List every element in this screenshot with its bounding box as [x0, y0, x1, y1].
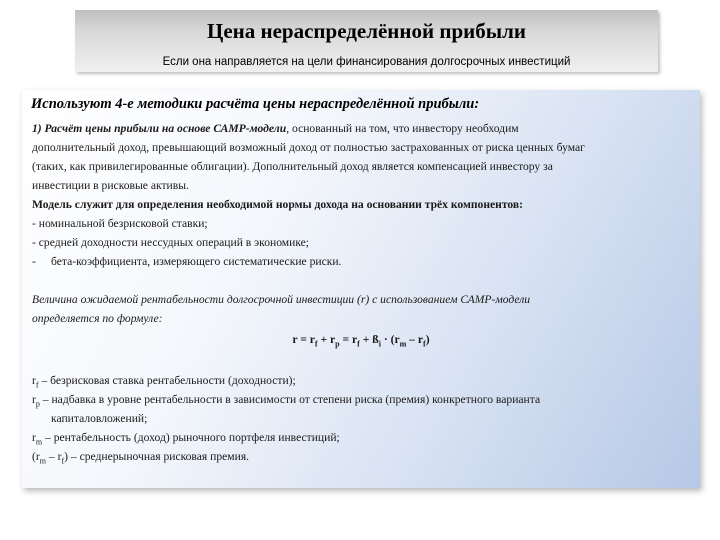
component-1: - номинальной безрисковой ставки; — [32, 217, 208, 230]
title-banner — [75, 10, 658, 72]
slide-title: Цена нераспределённой прибыли — [207, 19, 526, 43]
formula: $r = r_f + r_p = r_f$ + $ß_i \cdot (r_m - r_f)$ — [292, 333, 430, 349]
definition-rp-cont: капиталовложений; — [51, 412, 148, 425]
definition-rf: $r_f$ – безрисковая ставка рентабельности (доходности); — [32, 374, 296, 390]
paragraph-line-2: (таких, как привилегированные облигации). Дополнительный доход является компенсацией инвестору за — [32, 160, 553, 173]
method-title: 1) Расчёт цены прибыли на основе САМР-модели — [32, 122, 287, 135]
component-3-dash: - — [32, 255, 36, 268]
paragraph-line-3: инвестиции в рисковые активы. — [32, 179, 189, 192]
definition-rm: $r_m$ – рентабельность (доход) рыночного портфеля инвестиций; — [32, 431, 340, 447]
content-panel — [22, 90, 700, 488]
formula-intro-1: Величина ожидаемой рентабельности долгосрочной инвестиции (r) с использованием САМР-модели — [32, 293, 531, 306]
slide-subtitle: Если она направляется на цели финансирования долгосрочных инвестиций — [162, 56, 571, 68]
definition-rp: $r_p$ – надбавка в уровне рентабельности в зависимости от степени риска (премия) конкретного варианта — [32, 393, 541, 409]
definition-premium: $(r_m - r_f)$ – среднерыночная рисковая премия. — [32, 450, 250, 466]
method-line — [32, 122, 519, 135]
formula-intro-2: определяется по формуле: — [32, 312, 163, 325]
model-statement: Модель служит для определения необходимой нормы дохода на основании трёх компонентов: — [32, 198, 524, 211]
section-heading: Используют 4-е методики расчёта цены нераспределённой прибыли: — [31, 96, 480, 112]
method-rest: , основанный на том, что инвестору необходим — [286, 122, 519, 135]
paragraph-line-1: дополнительный доход, превышающий возможный доход от полностью застрахованных от риска ценных бумаг — [32, 141, 585, 154]
component-3: бета-коэффициента, измеряющего систематические риски. — [51, 255, 342, 268]
component-2: - средней доходности нессудных операций в экономике; — [32, 236, 310, 249]
